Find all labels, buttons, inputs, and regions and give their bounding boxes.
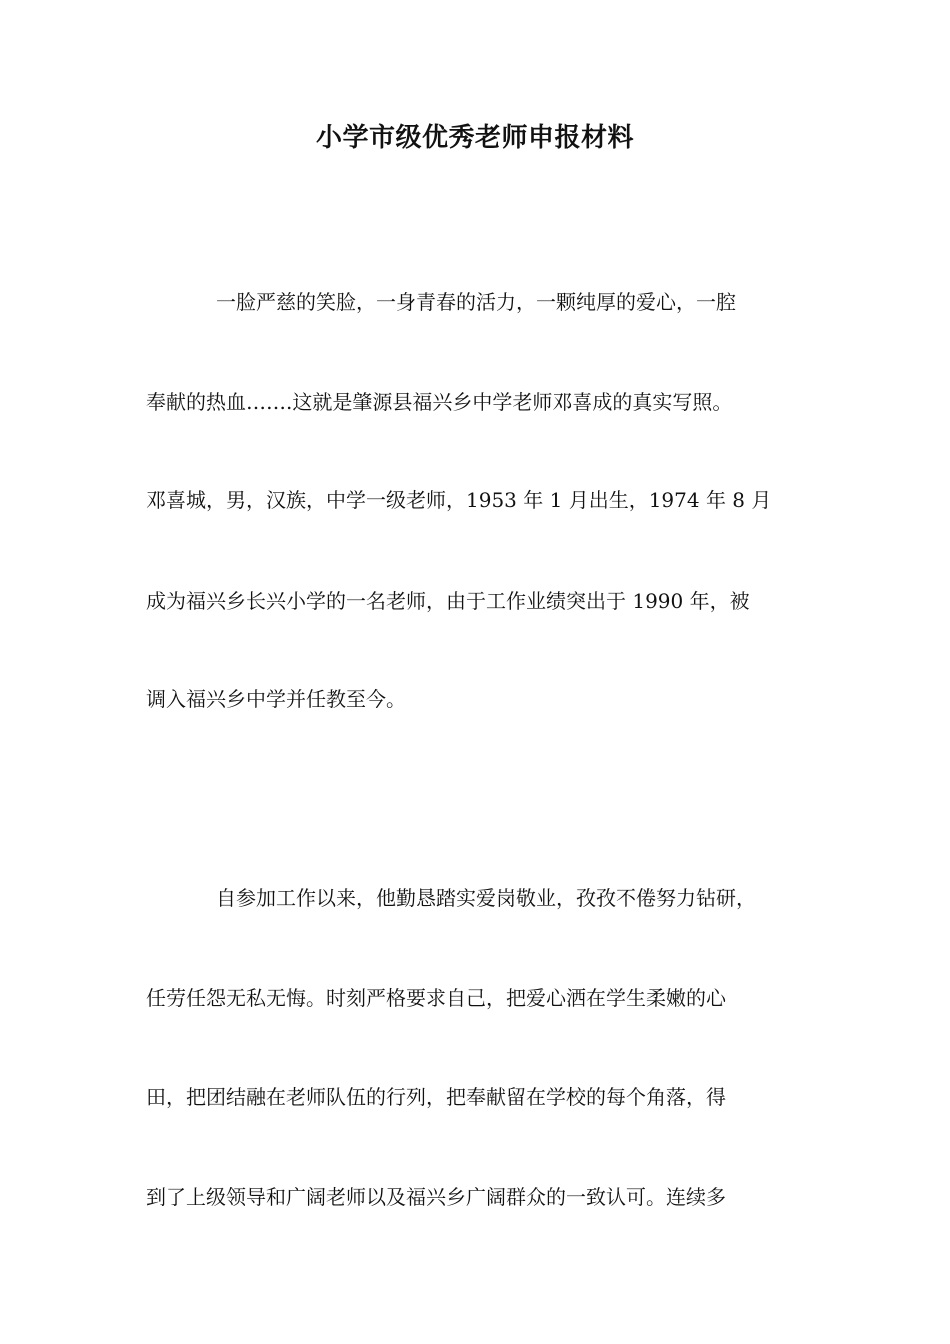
paragraph-line: 自参加工作以来，他勤恳踏实爱岗敬业，孜孜不倦努力钻研， [216,886,756,910]
paragraph-line: 邓喜城，男，汉族，中学一级老师，1953 年 1 月出生，1974 年 8 月 [146,488,772,512]
paragraph-line: 任劳任怨无私无悔。时刻严格要求自己，把爱心洒在学生柔嫩的心 [146,986,726,1010]
paragraph-line: 成为福兴乡长兴小学的一名老师，由于工作业绩突出于 1990 年，被 [146,589,750,613]
paragraph-line: 到了上级领导和广阔老师以及福兴乡广阔群众的一致认可。连续多 [146,1185,726,1209]
paragraph-line: 田，把团结融在老师队伍的行列，把奉献留在学校的每个角落，得 [146,1085,726,1109]
paragraph-line: 一脸严慈的笑脸，一身青春的活力，一颗纯厚的爱心，一腔 [216,290,736,314]
document-title: 小学市级优秀老师申报材料 [315,123,634,153]
paragraph-line: 奉献的热血…….这就是肇源县福兴乡中学老师邓喜成的真实写照。 [146,390,733,414]
paragraph-line: 调入福兴乡中学并任教至今。 [146,687,406,711]
